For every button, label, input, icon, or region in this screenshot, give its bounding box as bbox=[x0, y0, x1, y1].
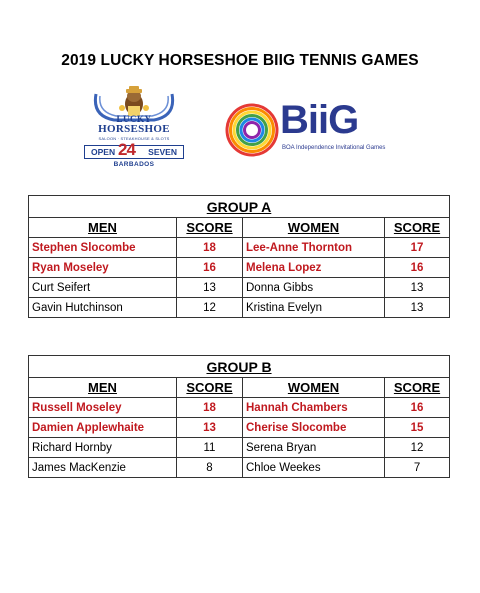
men-score: 18 bbox=[177, 238, 243, 258]
group-title-row bbox=[29, 356, 450, 378]
women-score: 13 bbox=[385, 298, 450, 318]
women-score: 17 bbox=[385, 238, 450, 258]
group-b-table bbox=[28, 355, 450, 478]
women-player: Chloe Weekes bbox=[243, 458, 385, 478]
logo-text-barbados: BARBADOS bbox=[113, 161, 155, 168]
men-score: 12 bbox=[177, 298, 243, 318]
women-score: 13 bbox=[385, 278, 450, 298]
table-row bbox=[29, 298, 450, 318]
men-player: Richard Hornby bbox=[29, 438, 177, 458]
table-row bbox=[29, 418, 450, 438]
men-player: Stephen Slocombe bbox=[29, 238, 177, 258]
men-player: Curt Seifert bbox=[29, 278, 177, 298]
lucky-horseshoe-logo bbox=[78, 86, 190, 178]
men-player: Ryan Moseley bbox=[29, 258, 177, 278]
women-player: Kristina Evelyn bbox=[243, 298, 385, 318]
women-player: Serena Bryan bbox=[243, 438, 385, 458]
logo-text-open: OPEN bbox=[91, 147, 116, 157]
column-header-men: MEN bbox=[29, 378, 177, 398]
logo-tagline: SALOON · STEAKHOUSE & SLOTS bbox=[98, 136, 170, 141]
men-player: Gavin Hutchinson bbox=[29, 298, 177, 318]
table-row bbox=[29, 398, 450, 418]
group-title: GROUP A bbox=[29, 196, 450, 218]
women-player: Melena Lopez bbox=[243, 258, 385, 278]
table-row bbox=[29, 278, 450, 298]
table-row bbox=[29, 438, 450, 458]
men-score: 16 bbox=[177, 258, 243, 278]
men-score: 18 bbox=[177, 398, 243, 418]
column-header-score: SCORE bbox=[385, 218, 450, 238]
women-score: 15 bbox=[385, 418, 450, 438]
table-row bbox=[29, 458, 450, 478]
column-header-women: WOMEN bbox=[243, 218, 385, 238]
men-score: 13 bbox=[177, 418, 243, 438]
group-title-row bbox=[29, 196, 450, 218]
men-score: 13 bbox=[177, 278, 243, 298]
logo-text-horseshoe: HORSESHOE bbox=[98, 123, 170, 135]
biig-logo bbox=[224, 100, 414, 160]
header-row bbox=[29, 218, 450, 238]
header-row bbox=[29, 378, 450, 398]
logo-text-seven: SEVEN bbox=[148, 147, 177, 157]
women-score: 16 bbox=[385, 398, 450, 418]
column-header-score: SCORE bbox=[177, 378, 243, 398]
table-row bbox=[29, 258, 450, 278]
biig-wordmark: BiiG bbox=[280, 98, 359, 142]
logo-text-24: 24 bbox=[118, 140, 135, 159]
column-header-men: MEN bbox=[29, 218, 177, 238]
women-player: Hannah Chambers bbox=[243, 398, 385, 418]
column-header-women: WOMEN bbox=[243, 378, 385, 398]
women-score: 16 bbox=[385, 258, 450, 278]
women-score: 7 bbox=[385, 458, 450, 478]
men-player: Damien Applewhaite bbox=[29, 418, 177, 438]
column-header-score: SCORE bbox=[177, 218, 243, 238]
men-score: 8 bbox=[177, 458, 243, 478]
biig-subtitle: BOA Independence Invitational Games bbox=[282, 145, 386, 151]
men-player: Russell Moseley bbox=[29, 398, 177, 418]
men-score: 11 bbox=[177, 438, 243, 458]
logo-text-lucky: LUCKY bbox=[116, 114, 152, 124]
women-player: Lee-Anne Thornton bbox=[243, 238, 385, 258]
group-a-table bbox=[28, 195, 450, 318]
men-player: James MacKenzie bbox=[29, 458, 177, 478]
column-header-score: SCORE bbox=[385, 378, 450, 398]
women-player: Cherise Slocombe bbox=[243, 418, 385, 438]
women-player: Donna Gibbs bbox=[243, 278, 385, 298]
rainbow-rings-icon bbox=[224, 102, 280, 158]
group-title: GROUP B bbox=[29, 356, 450, 378]
women-score: 12 bbox=[385, 438, 450, 458]
page-title: 2019 LUCKY HORSESHOE BIIG TENNIS GAMES bbox=[61, 52, 419, 69]
table-row bbox=[29, 238, 450, 258]
